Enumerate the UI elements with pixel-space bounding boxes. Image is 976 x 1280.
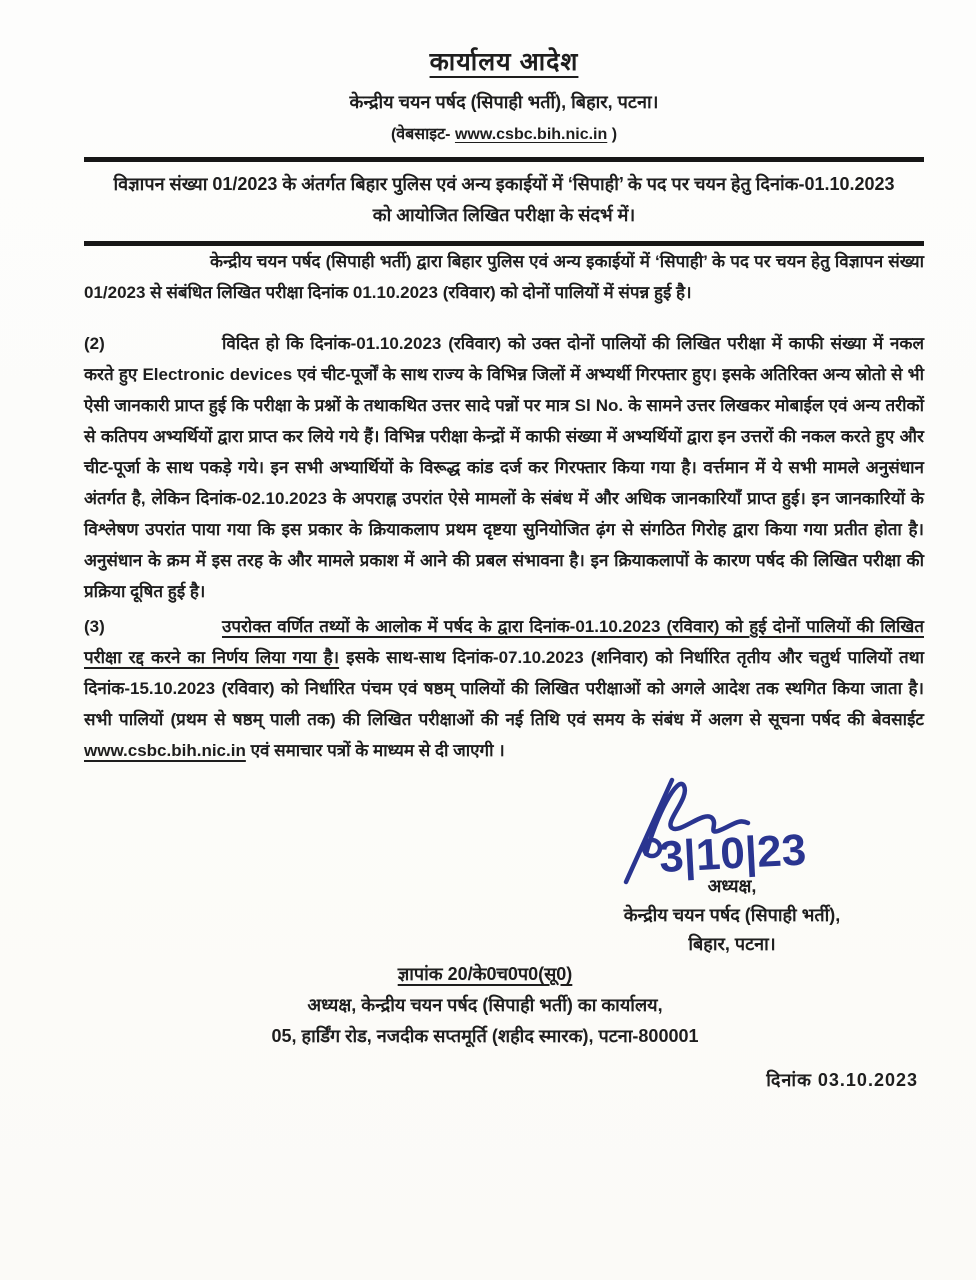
paragraph-2: विदित हो कि दिनांक-01.10.2023 (रविवार) को उक्त दोनों पालियों की लिखित परीक्षा में काफी संख्या में नकल करते हुए Electronic devices एवं चीट-पूर्जों के साथ राज्य के विभिन्न जिलों में अभ्यर्थी गिरफ्तार हुए। इसके अतिरिक्त अन्य स्रोतो से भी ऐसी जानकारी प्राप्त हुई कि परीक्षा के प्रश्नों के तथाकथित उत्तर सादे पन्नों पर मात्र Sl No. के सामने उत्तर लिखकर मोबाईल एवं अन्य तरीकों से कतिपय अभ्यर्थियों द्वारा प्राप्त कर लिये गये हैं। विभिन्न परीक्षा केन्द्रों में काफी संख्या में अभ्यर्थियों द्वारा इन उत्तरों की नकल करते हुए और चीट-पूर्जा के साथ पकड़े गये। इन सभी अभ्यार्थियों के विरूद्ध कांड दर्ज कर गिरफ्तार किया गया है। वर्त्तमान में ये सभी मामले अनुसंधान अंतर्गत है, लेकिन दिनांक-02.10.2023 के अपराह्न उपरांत ऐसे मामलों के संबंध में और अधिक जानकारियाँ प्राप्त हुई। इन जानकारियों के विश्लेषण उपरांत पाया गया कि इस प्रकार के क्रियाकलाप प्रथम दृष्टया सुनियोजित ढ़ंग से संगठित गिरोह द्वारा किया गया प्रतीत होता है। अनुसंधान के क्रम में इस तरह के और मामले प्रकाश में आने की प्रबल संभावना है। इन क्रियाकलापों के कारण पर्षद की लिखित परीक्षा की प्रक्रिया दूषित हुई है।: [84, 334, 924, 602]
website-link: www.csbc.bih.nic.in: [454, 126, 608, 143]
signature-block: [562, 768, 902, 959]
office-address-line1: अध्यक्ष, केन्द्रीय चयन पर्षद (सिपाही भर्ती) का कार्यालय,: [307, 995, 663, 1016]
handwritten-date: 3|10|23: [657, 825, 808, 883]
paragraph-2-number: (2): [84, 334, 105, 354]
signatory-org: केन्द्रीय चयन पर्षद (सिपाही भर्ती),: [623, 905, 841, 926]
website-prefix: (वेबसाइट-: [390, 126, 455, 143]
memo-block: [140, 959, 830, 1052]
website-suffix: ): [607, 126, 618, 143]
paragraph-3-number: (3): [84, 617, 105, 637]
subject-text: विज्ञापन संख्या 01/2023 के अंतर्गत बिहार पुलिस एवं अन्य इकाईयों में ‘सिपाही’ के पद पर चयन हेतु दिनांक-01.10.2023 को आयोजित लिखित परीक्षा के संदर्भ में।: [113, 174, 895, 225]
page-title: कार्यालय आदेश: [429, 48, 579, 76]
signatory-designation: अध्यक्ष,: [707, 876, 757, 897]
paragraph-3-continuation: इसके साथ-साथ दिनांक-07.10.2023 (शनिवार) को निर्धारित तृतीय और चतुर्थ पालियों तथा दिनांक-15.10.2023 (रविवार) को निर्धारित पंचम एवं षष्ठम् पालियों की लिखित परीक्षाओं को अगले आदेश तक स्थगित किया जाता है। सभी पालियों (प्रथम से षष्ठम् पाली तक) की लिखित परीक्षाओं की नई तिथि एवं समय के संबंध में अलग से सूचना पर्षद की बेवसाईट: [84, 648, 924, 730]
paragraph-3-ending: एवं समाचार पत्रों के माध्यम से दी जाएगी ।: [245, 741, 505, 761]
paragraph-3-block: [84, 611, 924, 766]
memo-number: ज्ञापांक 20/के0च0प0(सू0): [397, 964, 573, 985]
signatory-place: बिहार, पटना।: [688, 934, 776, 955]
office-address-line2: 05, हार्डिंग रोड, नजदीक सप्तमूर्ति (शहीद स्मारक), पटना-800001: [271, 1026, 699, 1047]
website-line: [84, 122, 924, 144]
order-body: [84, 246, 924, 766]
cancellation-decision-underlined: उपरोक्त वर्णित तथ्यों के आलोक में पर्षद के द्वारा दिनांक-01.10.2023 (रविवार) को हुई दोनों पालियों की लिखित परीक्षा रद्द करने का निर्णय लिया गया है।: [84, 617, 924, 668]
paragraph-3: [84, 611, 924, 766]
issue-date: दिनांक 03.10.2023: [766, 1070, 918, 1091]
paragraph-2-block: [84, 328, 924, 607]
paragraph-1: केन्द्रीय चयन पर्षद (सिपाही भर्ती) द्वारा बिहार पुलिस एवं अन्य इकाईयों में ‘सिपाही’ के पद पर चयन हेतु विज्ञापन संख्या 01/2023 से संबंधित लिखित परीक्षा दिनांक 01.10.2023 (रविवार) को दोनों पालियों में संपन्न हुई है।: [84, 252, 924, 303]
org-name: केन्द्रीय चयन पर्षद (सिपाही भर्ती), बिहार, पटना।: [349, 92, 659, 112]
subject-notice-box: [84, 157, 924, 246]
website-link-inline: www.csbc.bih.nic.in: [84, 741, 246, 761]
signature-scribble: [616, 768, 866, 886]
